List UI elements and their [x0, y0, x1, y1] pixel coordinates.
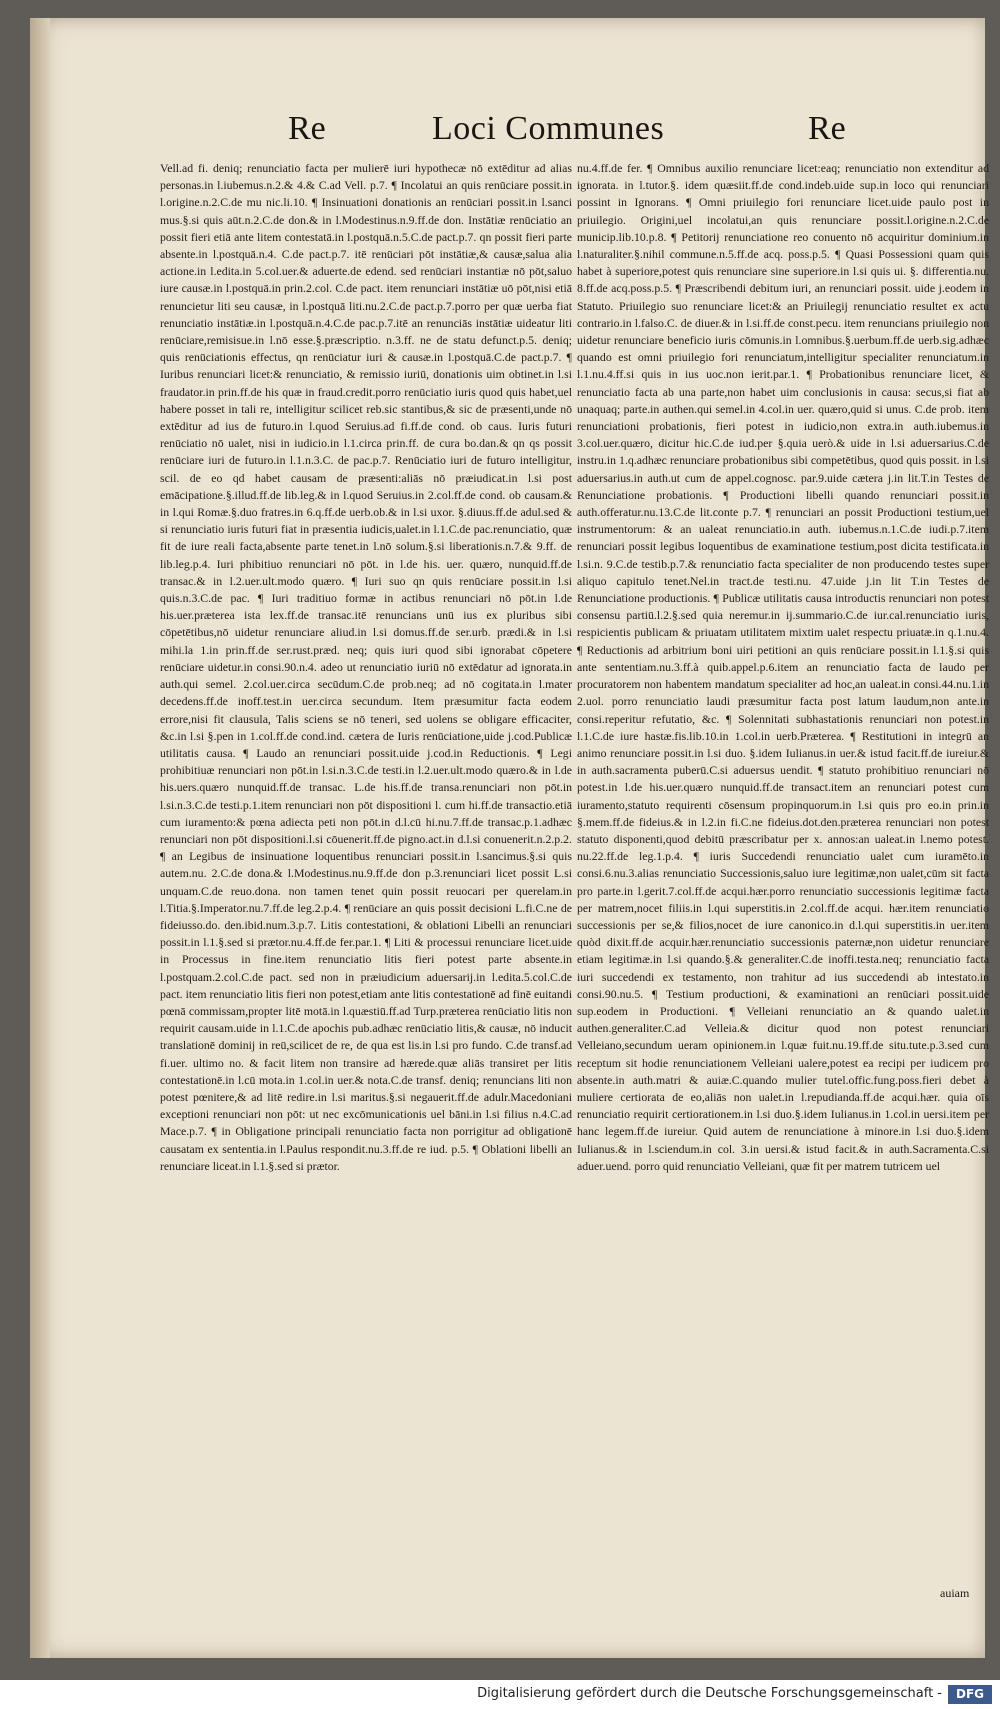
- running-head: [60, 110, 940, 158]
- footer-credit: Digitalisierung gefördert durch die Deutsche Forschungsgemeinschaft -: [477, 1686, 942, 1701]
- running-head-title: Loci Communes: [432, 110, 665, 147]
- text-column-right: [577, 160, 989, 1580]
- running-head-left: Re: [288, 110, 326, 147]
- text-column-left: [160, 160, 572, 1580]
- catchword: auiam: [940, 1586, 970, 1600]
- column-right-text: nu.4.ff.de fer. ¶ Omnibus auxilio renunciare licet:eaq; renunciatio non extenditur ad ignorata. in l.tutor.§. idem quæsiit.ff.de cond.indeb.uide sup.in loco qui renunciari possint in Ignorans. ¶ Omni priuilegio fori renunciare licet.uide paulo post in priuilegio. Origini,uel incolatui,an quis renunciare possit.l.origine.n.2.C.de municip.lib.10.p.8. ¶ Petitorij renunciatione reo conuento nō acquiritur dominium.in l.naturaliter.§.nihil commune.n.5.ff.de acq. poss.p.5. ¶ Quasi Possessioni quam quis habet à superiore,potest quis renunciare sine superiore.in l.si quis ui. §. differentia.nu. 8.ff.de acq.poss.p.5. ¶ Præscribendi debitum iuri, an renunciari possit. uide j.eodem in Statuto. Priuilegio suo renunciare licet:& an Priuilegij renunciatio resultet ex actu contrario.in l.falso.C. de diuer.& in l.si.ff.de const.pecu. item renuncians priuilegio non uidetur renunciare beneficio iuris cōmunis.in l.omnibus.§.uerbum.ff.de uerb.sig.adhæc quando est omni priuilegio fori renunciatum,intelligitur specialiter renunciatum.in l.1.nu.4.ff.si quis in ius uoc.non ierit.par.1. ¶ Probationibus renunciare licet, & renunciatio facta ab una parte,non habet uim conclusionis in causa: secus,si fiat ab unaquaq; parte.in authen.qui semel.in 4.col.in uer. quæro,quid si unus. C.de prob. item renunciationi probationis, fieri potest in iudicio,non extra.in auth.iubemus.in 3.col.uer.quæro, dicitur hic.C.de iud.per §.quia uerò.& uide in l.si aduersarius.C.de instru.in 1.q.adhæc renunciare probationibus sibi competētibus, quod quis possit. in l.si aduersarius.in auth.ut cum de appel.cognosc. par.9.uide cætera j.in lit.T.in Testes de Renunciatione probationis. ¶ Productioni libelli quando renunciari possit.in auth.offeratur.nu.13.C.de lit.conte p.7. ¶ renunciari an possit Productioni testium,uel instrumentorum: & an ualeat renunciatio.in auth. iubemus.n.1.C.de iudi.p.7.item renunciari possit legibus loquentibus de examinatione testium,post dicita testificata.in l.si.n. 9.C.de testib.p.7.& renunciatio facta specialiter de non producendo testes super aliquo capitulo tenet.Nel.in tract.de testi.nu. 47.uide j.in lit T.in Testes de Renunciatione productionis. ¶ Publicæ utilitatis causa introductis renunciari non potest consensu partiū.l.2.§.sed quia neremur.in ij.summario.C.de iur.cal.renunciatio iuris, respicientis publicam & priuatam utilitatem mixtim ualet respectu priuatæ.in q.1.nu.4. ¶ Reductionis ad arbitrium boni uiri petitioni an quis renūciare possit.in l.1.§.si quis ante sententiam.nu.3.ff.à quib.appel.p.6.item an renunciatio facta de laudo per procuratorem non habentem mandatum specialiter ad hoc,an ualeat.in consi.44.nu.1.in 2.uol. porro renunciatio laudi præsumitur facta post latum laudum,non ante.in consi.reperitur refutatio, &c. ¶ Solennitati subhastationis renunciari non potest.in l.1.C.de iure hastæ.fis.lib.10.in 1.col.in uerb.Præterea. ¶ Restitutioni in integrū an animo renunciare possit.in l.si duo. §.idem Iulianus.in uer.& istud facit.ff.de iureiur.& in auth.sacramenta puberū.C.si aduersus uendit. ¶ statuto prohibitiuo renunciari nō potest.in l.de his.uer.quæro nunquid.ff.de transact.item an renunciari potest cum iuramento,statuto requirenti cōsensum propinquorum.in l.si quis pro eo.in prin.in §.mem.ff.de fideius.& in l.2.in fi.C.ne fideius.dot.den.præterea renunciari non potest statuto disponenti,quod debitū præscribatur per x. annos:an ualeat.in l.nemo potest. nu.22.ff.de leg.1.p.4. ¶ iuris Succedendi renunciatio ualet cum iuramēto.in consi.6.nu.3.alias renunciatio Successionis,saluo iure legitimæ,non ualet,cūm sit facta pro parte.in l.gerit.7.col.ff.de acqui.hær.porro renunciatio successionis legitimæ facta per matrem,nocet filiis.in l.qui superstitis.in 2.col.ff.de acqui. hær.item renunciatio successionis per se,& filios,nocet de iure canonico.in d.l.qui superstitis.in uer.item quòd dixit.ff.de acquir.hær.renunciatio successionis paternæ,non uidetur renunciare etiam legitimæ.in l.si quando.§.& generaliter.C.de inoffi.testa.neq; renunciatio facta iuri succedendi ex testamento, non trahitur ad ius succedendi ab intestato.in consi.90.nu.5. ¶ Testium productioni, & examinationi an renūciari possit.uide sup.eodem in Productioni. ¶ Velleiani renunciatio an & quando ualet.in authen.generaliter.C.ad Velleia.& dicitur quod non potest renunciari Velleiano,secundum ueram opinionem.in l.quæ fuit.nu.19.ff.de situ.tute.p.3.sed cum receptum sit hodie renunciationem Velleiani ualere,potest ea recipi per iudicem pro absente.in auth.matri & auiæ.C.quando mulier tutel.offic.fung.poss.fieri debet à muliere certiorata de eo,aliās non ualet.in l.repudianda.ff.de acqui.hær. quia oīs renunciatio requirit certiorationem.in l.si duo.§.idem Iulianus.in 1.col.in uersi.item per hanc legem.ff.de iureiur. Quid autem de renunciatione à minore.in l.si duo.§.idem Iulianus.& in l.sciendum.in col. 3.in uersi.& istud facit.& in auth.Sacramenta.C.si aduer.uend. porro quid renunciatio Velleiani, quæ fit per matrem tutricem uel: [577, 161, 989, 1173]
- column-left-text: Vell.ad fi. deniq; renunciatio facta per mulierē iuri hypothecæ nō extēditur ad alias personas.in l.iubemus.n.2.& 4.& C.ad Vell. p.7. ¶ Incolatui an quis renūciare possit.in l.origine.n.2.C.de mu nic.li.10. ¶ Insinuationi donationis an renūciari possit.in l.sanci mus.§.si quis aūt.n.2.C.de don.& in l.Modestinus.n.9.ff.de don. Instātiæ renūciatio an possit fieri etiā ante litem contestatā.in l.postquā.n.5.C.de pact.p.7. qn possit fieri parte absente.in l.postquā.n.4. C.de pact.p.7. itē renūciari pōt instātiæ,& causæ,salua alia actione.in l.edita.in 5.col.uer.& aduerte.de edend. sed renūciari instantiæ nō pōt,saluo iure causæ.in l.postquā.in prin.2.col. C.de pact. item renunciari instātiæ uō pōt,nisi etiā renuncietur liti seu causæ, in l.postquā liti.nu.2.C.de pact.p.7.porro per quæ uerba fiat renunciatio instātiæ.in l.postquā.n.4.C.de pac.p.7.itē an renunciās instātiæ uideatur liti renūciare,remisisue.in l.nō esse.§.præscriptio. n.3.ff. ne de statu defunct.p.5. deniq; quis renūciationis effectus, qn renūciatur iuri & causæ.in l.postquā.C.de pact.p.7. ¶ Iuribus renunciari licet:& renunciatio, & remissio iuriū, donationis uim obtinet.in l.si fraudator.in prin.ff.de his quæ in fraud.credit.porro renūciatio iuris quod quis habet,uel habere posset in tali re, intelligitur scilicet reb.sic stantibus,& sic de præsenti,unde nō extēditur ad ius de futuro.in l.quod Seruius.ad fi.ff.de cond. ob caus. Iuris futuri renūciatio nō ualet, nisi in iudicio.in l.1.circa prin.ff. de cura bo.dan.& qn qs possit renūciare iuri de futuro.in l.1.n.3.C. de pac.p.7. Renūciatio iuri de futuro intelligitur, scil. de eo qd habet causam de præsenti:aliās nō præiudicat.in l.si post emācipatione.§.illud.ff.de lib.leg.& in l.quod Seruius.in 2.col.ff.de cond. ob causam.& in l.qui Romæ.§.duo fratres.in 6.q.ff.de uerb.ob.& in l.si uxor. §.diuus.ff.de adul.sed & si renunciatio iuris futuri fiat in præsentia iudicis,ualet.in l.1.C.de pac.renunciatio, quæ fit de iure reali facta,absente parte tenet.in l.nō solum.§.si liberationis.n.7.& 9.ff. de lib.leg.p.4. Iuri phibitiuo renunciari nō pōt. in l.de his. uer. quæro, nunquid.ff.de transac.& in l.2.uer.ult.modo quæro. ¶ Iuri suo qn quis renūciare possit.in l.si quis.n.3.C.de pac. ¶ Iuri traditiuo formæ in actibus renunciari nō pōt.in l.de his.uer.præterea ista lex.ff.de transac.itē renuncians unū ius ex pluribus sibi cōpetētibus,nō uidetur renunciare aliud.in l.si domus.ff.de ser.urb. prædi.& in l.si mihi.la 1.in prin.ff.de ser.rust.præd. neq; quis iuri quod sibi ignorabat cōpetere renūciare uidetur.in consi.90.n.4. adeo ut renunciatio iuriū nō extēdatur ad ignorata.in auth.qui semel. 2.col.uer.circa secūdum.C.de prob.neq; ad nō cogitata.in l.mater decedens.ff.de inoff.test.in uer.circa secundum. Item præsumitur facta eodem errore,nisi fit clausula, Talis sciens se nō teneri, sed uolens se obligare efficaciter, &c.in l.si §.pen in 1.col.ff.de cond.ind. cætera de Iuris renūciatione,uide j.cod.Publicæ utilitatis causa. ¶ Laudo an renunciari possit.uide j.cod.in Reductionis. ¶ Legi prohibitiuæ renunciari non pōt.in l.si.n.3.C.de testi.in l.2.uer.ult.modo quæro.& in l.de his.uers.quæro nunquid.ff.de transac. L.de his.ff.de transa.renunciari non pōt.in l.si.n.3.C.de testi.p.1.item renunciari non pōt dispositioni l. cum hi.ff.de transactio.etiā cum iuramento:& pœna adiecta peti non pōt.in d.l.cū hi.nu.7.ff.de transac.p.1.adhæc renunciari non pōt dispositioni.l.si cōuenerit.ff.de pigno.act.in d.l.si conuenerit.n.2.p.2. ¶ an Legibus de insinuatione loquentibus renunciari possit.in l.sancimus.§.si quis autem.nu. 2.C.de dona.& l.Modestinus.nu.9.ff.de don p.3.renunciari licet possit L.si unquam.C.de reuo.dona. non tamen tenet quin possit reuocari per querelam.in l.Titia.§.Imperator.nu.7.ff.de leg.2.p.4. ¶ renūciare an quis possit decisioni L.fi.C.ne de fideiusso.do. den.ibid.num.3.p.7. Litis contestationi, & oblationi Libelli an renunciari possit.in l.1.§.sed si prætor.nu.4.ff.de fer.par.1. ¶ Liti & processui renunciare licet.uide in Processus in fine.item renunciatio litis fieri potest parte absente.in l.postquam.2.col.C.de pact. sed non in præiudicium aduersarij.in l.edita.5.col.C.de pact. item renunciatio litis fieri non potest,etiam ante litis contestationē ad finē euitandi pœnā commissam,propter litē motā.in l.quæstiū.ff.ad Turp.præterea renūciatio litis non requirit causam.uide in l.1.C.de apochis pub.adhæc renūciatio litis,& causæ, nō inducit translationē dominij in reū,scilicet de re, de qua est lis.in l.si pro fundo. C.de transf.ad fi.uer. ultimo no. & facit litem non transire ad hærede.quæ aliās transiret per litis contestationē.in l.cū mota.in 1.col.in uer.& nota.C.de transf. deniq; renuncians liti non potest pœnitere,& ad litē redire.in l.si maritus.§.si negauerit.ff.de adulr.Macedoniani exceptioni renunciari non pōt: ut nec excōmunicationis uel bāni.in l.si filius n.4.C.ad Mace.p.7. ¶ in Obligatione principali renunciatio facta non porrigitur ad obligationē causatam ex sententia.in l.Paulus respondit.nu.3.ff.de re iud. p.5. ¶ Oblationi libelli an renunciare liceat.in l.1.§.sed si prætor.: [160, 161, 572, 1173]
- dfg-logo: DFG: [948, 1685, 992, 1704]
- digitization-footer: [0, 1680, 1000, 1709]
- page-gutter-shadow: [30, 18, 50, 1658]
- running-head-right: Re: [808, 110, 846, 147]
